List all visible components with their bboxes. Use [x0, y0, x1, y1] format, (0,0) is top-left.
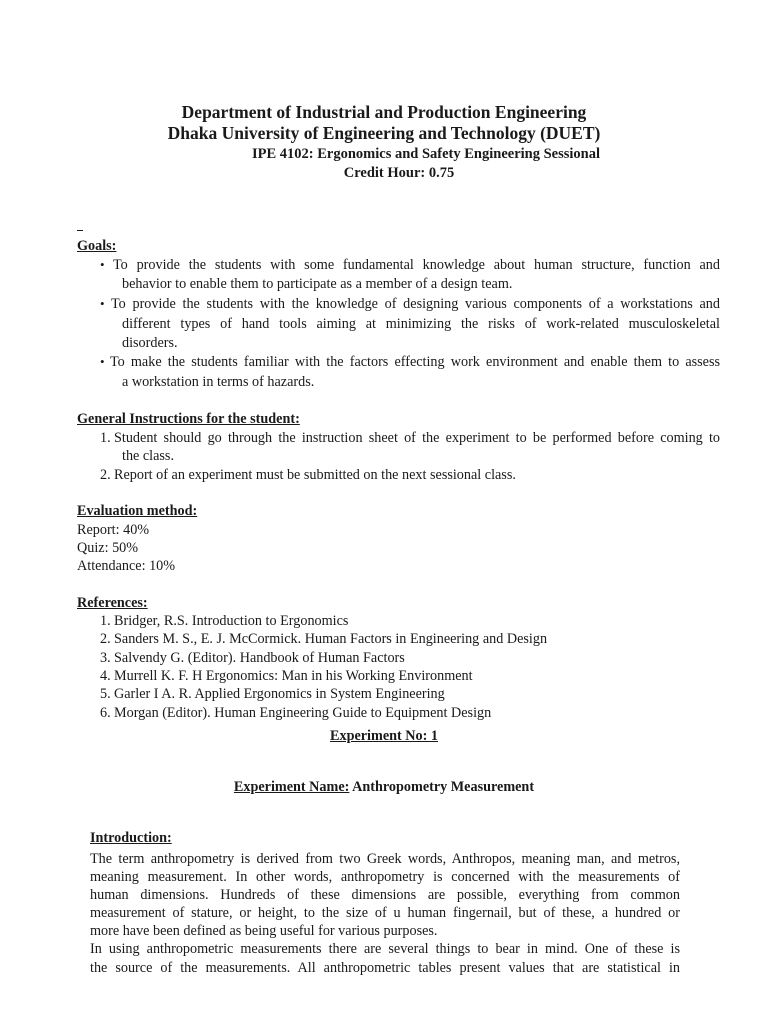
- goal-2-line-3: disorders.: [122, 335, 178, 351]
- reference-1: Bridger, R.S. Introduction to Ergonomics: [114, 613, 349, 629]
- intro-p1-line-1: The term anthropometry is derived from two Greek words, Anthropos, meaning man, and metros,: [90, 851, 680, 867]
- reference-4: Murrell K. F. H Ergonomics: Man in his Working Environment: [114, 668, 473, 684]
- university-title: Dhaka University of Engineering and Technology (DUET): [167, 123, 601, 143]
- bullet-icon: •: [100, 257, 105, 272]
- reference-2: Sanders M. S., E. J. McCormick. Human Factors in Engineering and Design: [114, 631, 548, 647]
- goal-1-line-1: To provide the students with some fundamental knowledge about human structure, function and: [113, 257, 720, 273]
- reference-3-number: 3.: [100, 650, 111, 666]
- instruction-1-line-1: Student should go through the instruction sheet of the experiment to be performed before coming to: [114, 430, 720, 446]
- stray-mark: [77, 230, 83, 231]
- experiment-name: [0, 778, 768, 796]
- department-title: Department of Industrial and Production Engineering: [181, 102, 587, 122]
- goals-heading: Goals:: [77, 238, 117, 254]
- reference-3: Salvendy G. (Editor). Handbook of Human Factors: [114, 650, 405, 666]
- goal-1-line-2: behavior to enable them to participate as a member of a design team.: [122, 276, 513, 292]
- course-title: IPE 4102: Ergonomics and Safety Engineering Sessional: [251, 146, 601, 162]
- goal-2-line-1: To provide the students with the knowledge of designing various components of a workstations and: [111, 296, 720, 312]
- reference-2-number: 2.: [100, 631, 111, 647]
- intro-p1-line-3: human dimensions. Hundreds of these dimensions are possible, everything from common: [90, 887, 680, 903]
- intro-p2-line-1: In using anthropometric measurements there are several things to bear in mind. One of these is: [90, 941, 680, 957]
- goal-2-line-2: different types of hand tools aiming at minimizing the risks of work-related musculoskeletal: [122, 316, 720, 332]
- evaluation-report: Report: 40%: [77, 522, 150, 538]
- intro-p1-line-4: measurement of stature, or height, to the size of u human fingernail, but of these, a hundred or: [90, 905, 680, 921]
- instruction-1-number: 1.: [100, 430, 111, 446]
- reference-5-number: 5.: [100, 686, 111, 702]
- experiment-number: Experiment No: 1: [330, 728, 438, 744]
- intro-p1-line-5: more have been defined as being useful for various purposes.: [90, 923, 438, 939]
- instruction-1-line-2: the class.: [122, 448, 175, 464]
- introduction-heading: Introduction:: [90, 830, 172, 846]
- reference-1-number: 1.: [100, 613, 111, 629]
- experiment-name-value: Anthropometry Measurement: [349, 779, 535, 795]
- reference-6: Morgan (Editor). Human Engineering Guide to Equipment Design: [114, 705, 492, 721]
- evaluation-quiz: Quiz: 50%: [77, 540, 139, 556]
- reference-4-number: 4.: [100, 668, 111, 684]
- instruction-2-number: 2.: [100, 467, 111, 483]
- credit-hour: Credit Hour: 0.75: [343, 165, 455, 181]
- reference-6-number: 6.: [100, 705, 111, 721]
- experiment-name-label: Experiment Name:: [233, 779, 350, 795]
- intro-p1-line-2: meaning measurement. In other words, anthropometry is concerned with the measurements of: [90, 869, 680, 885]
- bullet-icon: •: [100, 354, 105, 369]
- goal-3-line-1: To make the students familiar with the factors effecting work environment and enable them to assess: [110, 354, 720, 370]
- evaluation-heading: Evaluation method:: [77, 503, 198, 519]
- evaluation-attendance: Attendance: 10%: [77, 558, 176, 574]
- goal-3-line-2: a workstation in terms of hazards.: [122, 374, 315, 390]
- references-heading: References:: [77, 595, 148, 611]
- reference-5: Garler I A. R. Applied Ergonomics in System Engineering: [114, 686, 445, 702]
- bullet-icon: •: [100, 296, 105, 311]
- instructions-heading: General Instructions for the student:: [77, 411, 300, 427]
- intro-p2-line-2: the source of the measurements. All anthropometric tables present values that are statistical in: [90, 960, 680, 976]
- instruction-2-line-1: Report of an experiment must be submitted on the next sessional class.: [114, 467, 516, 483]
